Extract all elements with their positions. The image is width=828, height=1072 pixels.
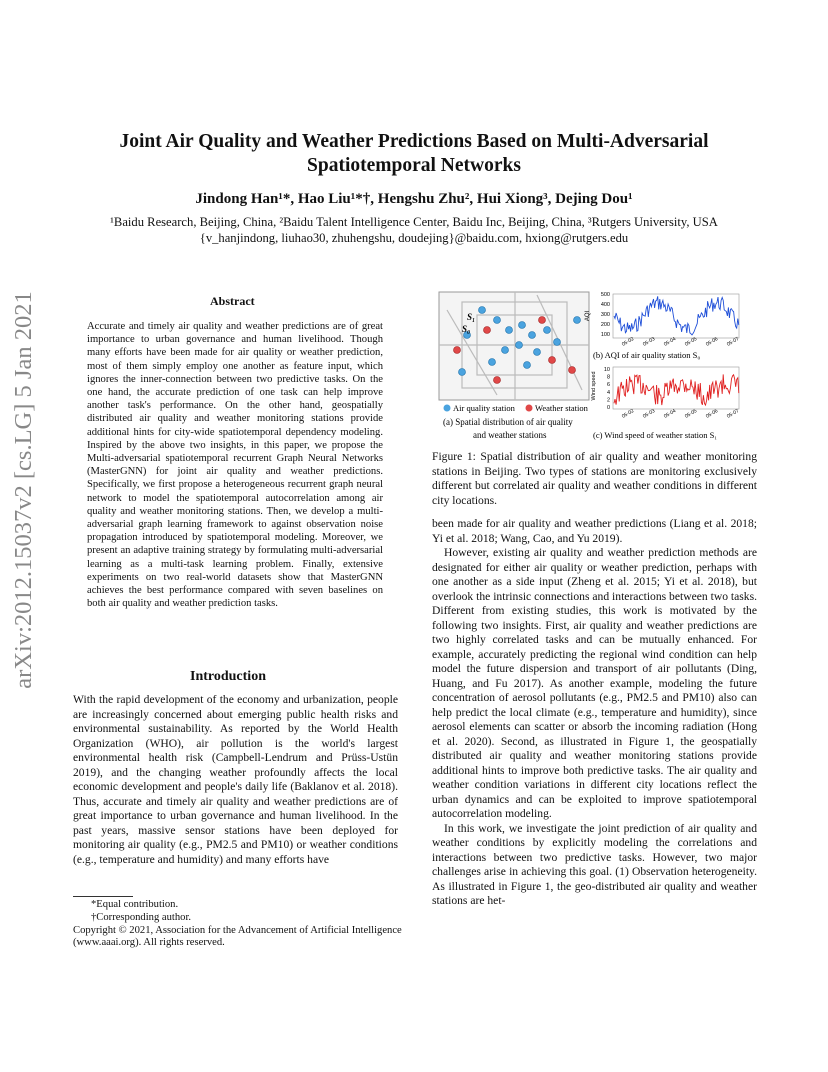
aqi-frame: [613, 294, 739, 338]
date-tick-label: 05-04: [663, 336, 678, 348]
date-tick-label: 05-06: [705, 408, 720, 420]
weather-legend-icon: [526, 405, 533, 412]
caption-c: (c) Wind speed of weather station S₁: [593, 430, 718, 440]
date-tick-label: 05-07: [726, 408, 741, 420]
date-tick-label: 05-06: [705, 336, 720, 348]
introduction-heading: Introduction: [190, 669, 266, 684]
caption-b: (b) AQI of air quality station S₀: [593, 350, 701, 360]
s1-label: S₁: [467, 312, 476, 322]
caption-a-line2: and weather stations: [473, 430, 547, 440]
date-tick-label: 05-02: [621, 408, 636, 420]
axis-tick-label: 100: [600, 332, 610, 338]
figure-1: [437, 290, 757, 445]
paragraph-2: However, existing air quality and weather prediction methods are designated for either air quality or weather prediction, perhaps with one another as a side input (Zheng et al. 2015; Yi et al. 2018), but overlook the intrinsic connections and interactions between two tasks. Different from existing studies, this work is motivated by the following two insights. First, air quality and weather predictions are two highly correlated tasks and can be mutually enhanced. For example, accurately predicting the regional wind condition can help model the future dispersion and transport of air pollutants (Ding, Huang, and Fu 2017). As another example, modeling the future concentration of aerosol pollutants (e.g., PM2.5 and PM10) also can help predict the local climate (e.g., temperature and humidity), since aerosol elements can scatter or absorb the incoming radiation (Hong et al. 2020). Second, as illustrated in Figure 1, the geospatially distributed air quality and weather monitoring stations provide additional hints to improve both predictive tasks. The air quality and weather condition variations in different city locations reflect the urban dynamics and can be exploited to improve spatiotemporal autocorrelation modeling.: [432, 546, 757, 820]
date-tick-label: 05-03: [642, 408, 657, 420]
s0-label: S₀: [462, 324, 471, 334]
date-tick-label: 05-02: [621, 336, 636, 348]
paper-title: Joint Air Quality and Weather Predictions Based on Multi-Adversarial Spatiotemporal Networks: [119, 131, 709, 176]
abstract-text: Accurate and timely air quality and weather predictions are of great importance to urban governance and human livelihood. Though many efforts have been made for air quality or weather prediction, most of them simply employ one another as feature input, which ignores the inner-connection between two predictive tasks. On the one hand, the accurate prediction of one task can help improve another task's performance. On the other hand, geospatially distributed air quality and weather monitoring stations provide additional hints for city-wide spatiotemporal dependency modeling. Inspired by the above two insights, in this paper, we propose the Multi-adversarial spatiotemporal recurrent Graph Neural Networks (MasterGNN) for joint air quality and weather predictions. Specifically, we first propose a heterogeneous recurrent graph neural network to model the spatiotemporal autocorrelation among air quality and weather monitoring stations. Then, we develop a multi-adversarial graph learning framework to against observation noise propagation introduced by spatiotemporal modeling. Moreover, we present an adaptive training strategy by formulating multi-adversarial learning as a multi-task learning problem. Finally, extensive experiments on two real-world datasets show that MasterGNN achieves the best performance compared with seven baselines on both air quality and weather prediction tasks.: [87, 321, 383, 610]
introduction-text: With the rapid development of the economy and urbanization, people are increasingly concerned about emerging public health risks and environmental sustainability. As reported by the World Health Organization (WHO), air pollution is the world's largest environmental health risk (Campbell-Lendrum and Prüss-Ustün 2019), and the changing weather profoundly affects the local economic development and people's daily life (Baklanov et al. 2018). Thus, accurate and timely air quality and weather predictions are of great importance to urban governance and human livelihood. In the past years, massive sensor stations have been deployed for monitoring air quality (e.g., PM2.5 and PM10) or weather conditions (e.g., temperature and humidity) and many efforts have: [73, 693, 398, 866]
footnote-rule: [73, 896, 133, 897]
axis-tick-label: 200: [600, 322, 610, 328]
wind-ylabel: Wind speed: [591, 371, 597, 401]
abstract-heading: Abstract: [210, 294, 255, 308]
axis-tick-label: 4: [606, 389, 610, 396]
authors: Jindong Han¹*, Hao Liu¹*†, Hengshu Zhu², Hui Xiong³, Dejing Dou¹: [195, 191, 633, 207]
axis-tick-label: 0: [606, 405, 610, 411]
arxiv-stamp: arXiv:2012.15037v2 [cs.LG] 5 Jan 2021: [10, 291, 37, 689]
axis-tick-label: 2: [606, 397, 610, 404]
axis-tick-label: 6: [606, 382, 610, 389]
date-tick-label: 05-05: [684, 408, 699, 420]
caption-a-line1: (a) Spatial distribution of air quality: [443, 417, 573, 427]
axis-tick-label: 400: [600, 302, 610, 308]
date-tick-label: 05-05: [684, 336, 699, 348]
wind-series-line: [614, 374, 739, 405]
axis-tick-label: 300: [600, 312, 610, 318]
legend-air: Air quality station: [453, 403, 515, 413]
figure-caption: Figure 1: Spatial distribution of air quality and weather monitoring stations in Beijing. Two types of stations are monitoring exclusively different but correlated air quality and weather conditions in different city locations.: [432, 450, 757, 507]
aqi-ylabel: AQI: [585, 310, 591, 322]
paragraph-3: In this work, we investigate the joint prediction of air quality and weather conditions by explicitly modeling the correlations and interactions between two predictive tasks. However, two major challenges arise in achieving this goal. (1) Observation heterogeneity. As illustrated in Figure 1, the geo-distributed air quality and weather stations are het-: [432, 821, 757, 907]
axis-tick-label: 10: [603, 367, 610, 373]
affiliations: ¹Baidu Research, Beijing, China, ²Baidu Talent Intelligence Center, Baidu Inc, Beijing, China, ³Rutgers University, USA {v_hanjindong, liuhao30, zhuhengshu, doudejing}@baidu.com, hxiong@rutgers.edu: [110, 215, 718, 245]
paragraph-1: been made for air quality and weather predictions (Liang et al. 2018; Yi et al. 2018; Wang, Cao, and Yu 2019).: [432, 517, 757, 545]
axis-tick-label: 500: [600, 292, 610, 298]
figure-1-graphic: [437, 290, 757, 445]
legend-weather: Weather station: [535, 403, 588, 413]
footnotes: *Equal contribution. †Corresponding author. Copyright © 2021, Association for the Advancement of Artificial Intelligence (www.aaai.org). All rights reserved.: [73, 899, 402, 949]
aqi-series-line: [614, 296, 739, 335]
axis-tick-label: 8: [606, 374, 610, 381]
wind-frame: [613, 367, 739, 409]
date-tick-label: 05-03: [642, 336, 657, 348]
air-quality-legend-icon: [444, 405, 451, 412]
right-column: [432, 517, 757, 909]
date-tick-label: 05-07: [726, 336, 741, 348]
date-tick-label: 05-04: [663, 408, 678, 420]
